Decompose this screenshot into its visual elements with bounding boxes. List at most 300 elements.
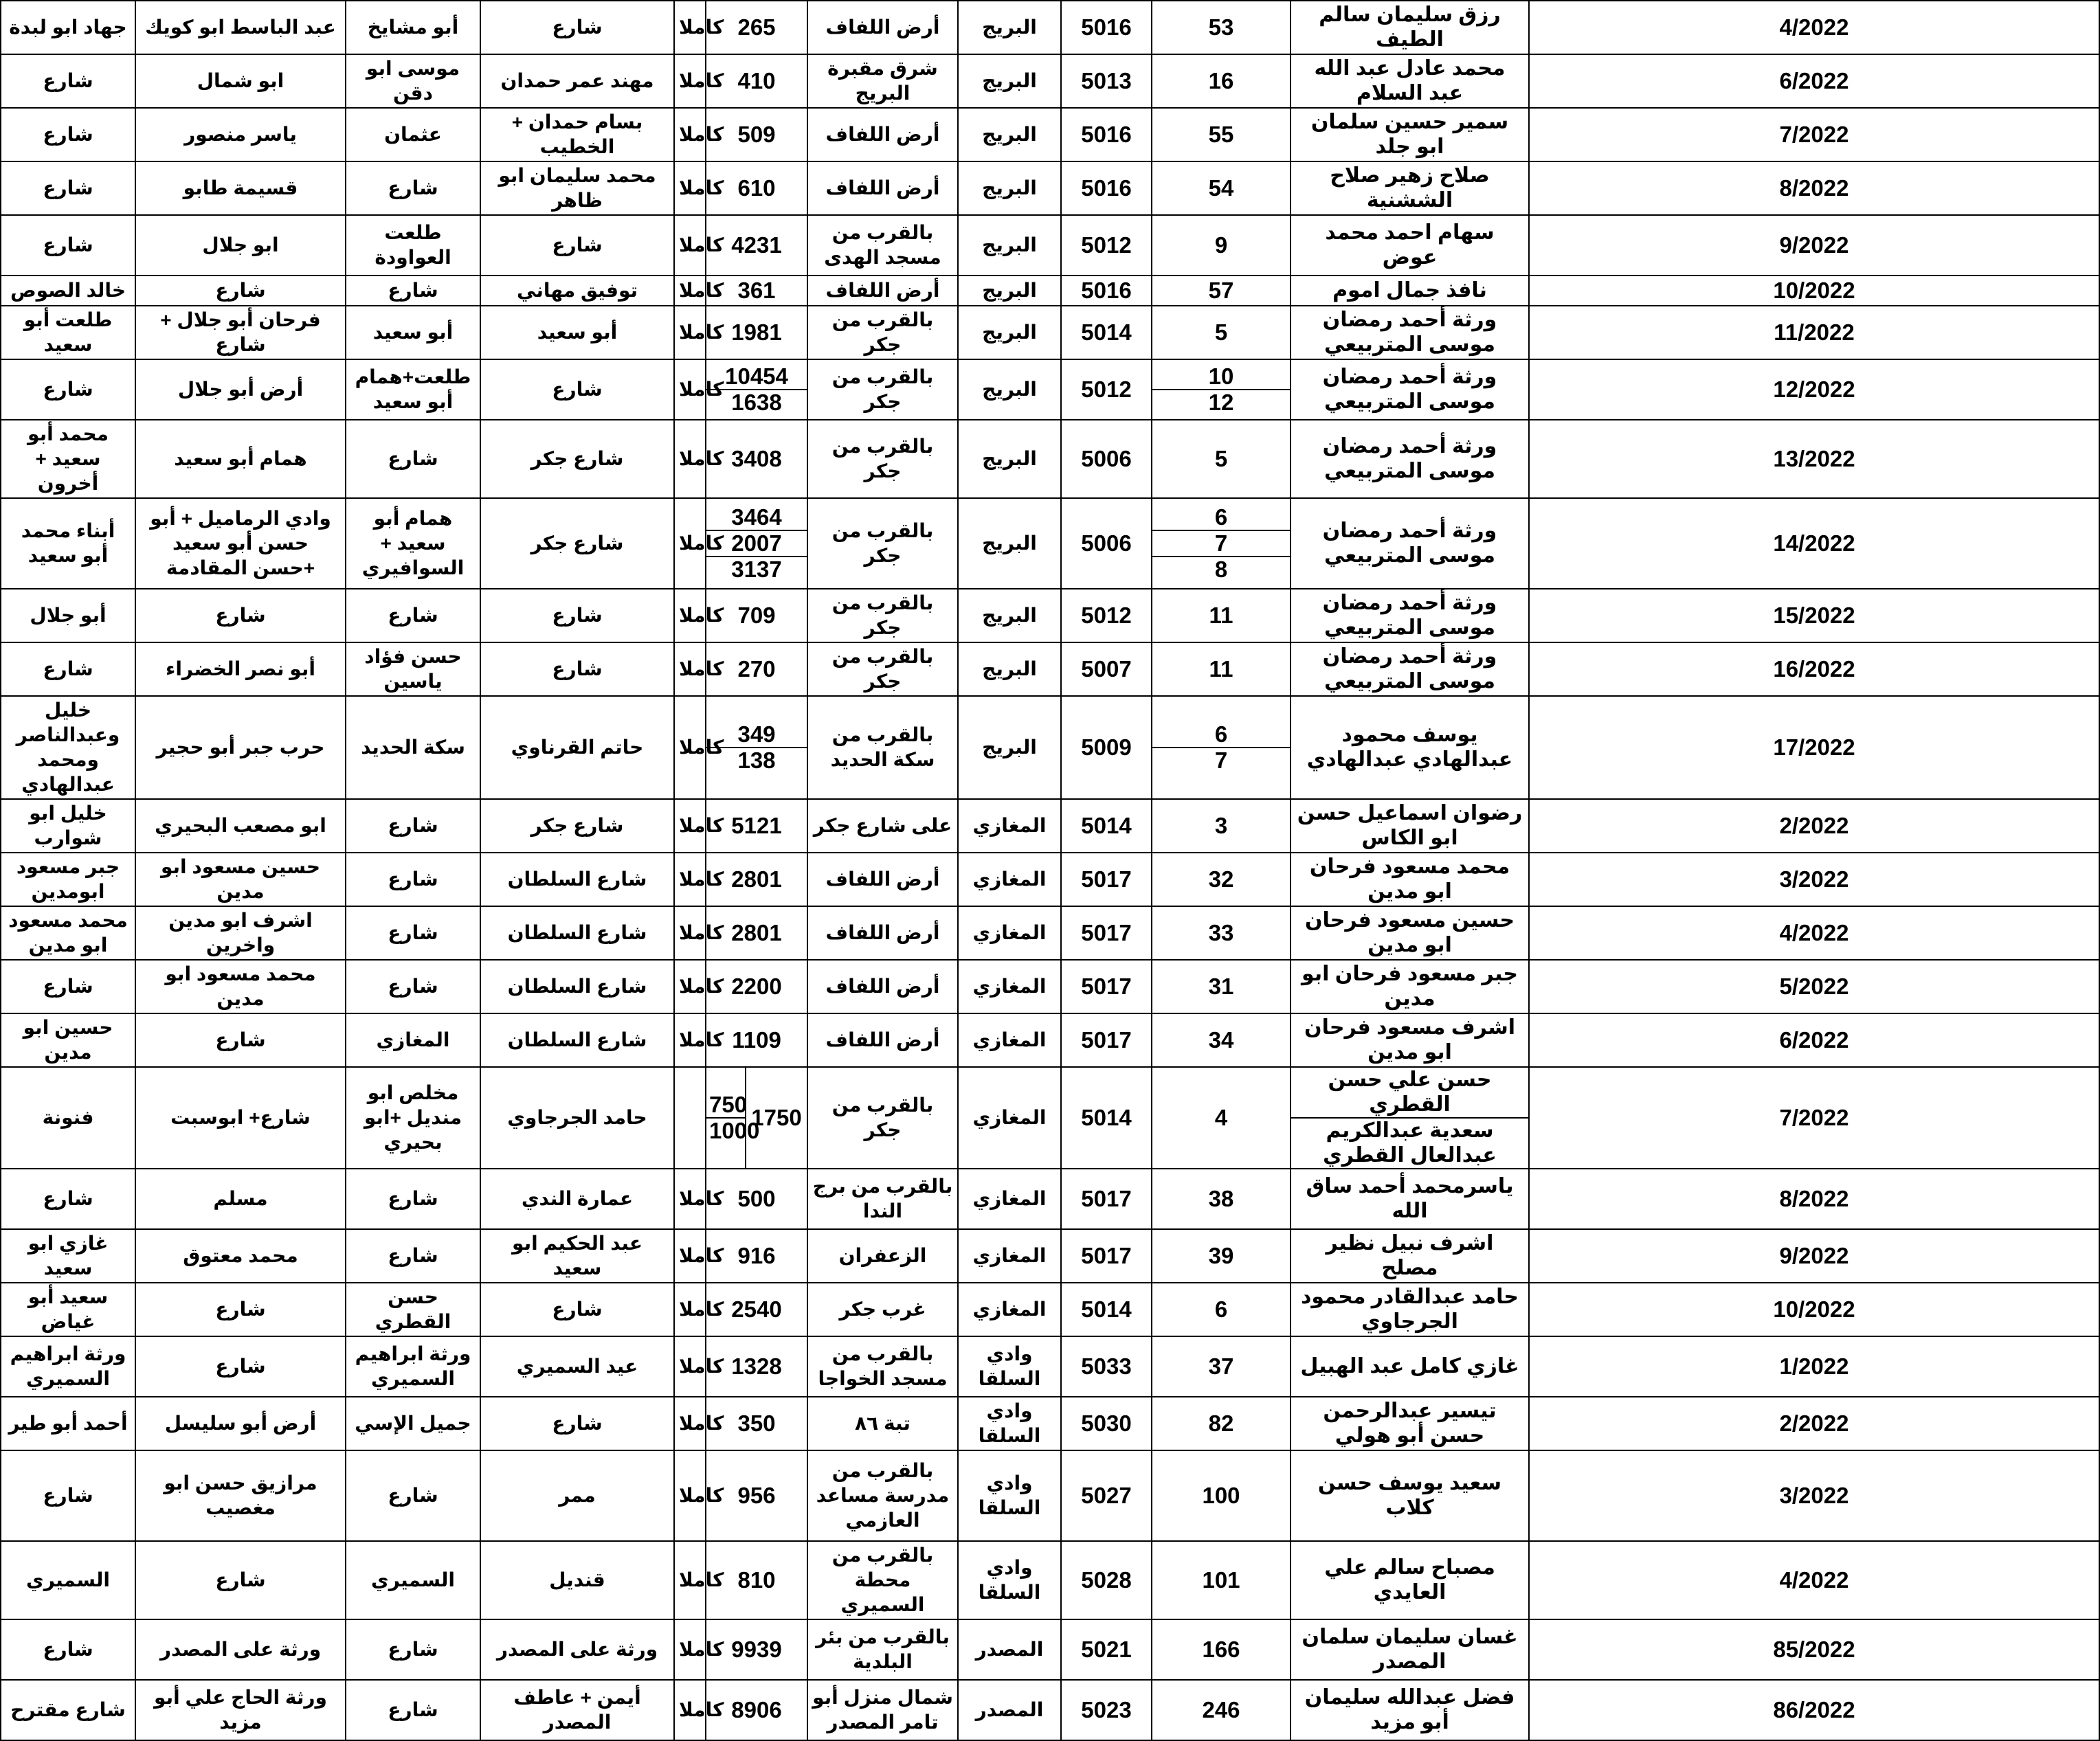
record-number: 16/2022 [1529, 642, 2099, 696]
area: 1109 [706, 1013, 807, 1067]
neighbor-3: شارع [135, 589, 346, 642]
owner-name: رضوان اسماعيل حسن ابو الكاس [1291, 799, 1529, 853]
table-row [1, 498, 2099, 589]
record-number: 12/2022 [1529, 359, 2099, 420]
record-number: 3/2022 [1529, 853, 2099, 906]
neighbor-2: شارع [346, 161, 480, 215]
owner-name: حسين مسعود فرحان ابو مدين [1291, 906, 1529, 960]
neighbor-4: خليل وعبدالناصر ومحمد عبدالهادي [1, 696, 135, 799]
area: 810 [706, 1541, 807, 1619]
region: وادي السلقا [958, 1541, 1061, 1619]
owner-name: ورثة أحمد رمضان موسى المتربيعي [1291, 359, 1529, 420]
neighbor-2: السميري [346, 1541, 480, 1619]
region: البريج [958, 696, 1061, 799]
region: البريج [958, 161, 1061, 215]
owner-name: حسن علي حسن القطري [1328, 1068, 1492, 1116]
record-number: 2/2022 [1529, 1397, 2099, 1450]
area: 509 [706, 108, 807, 161]
record-number: 11/2022 [1529, 306, 2099, 359]
record-number: 3/2022 [1529, 1450, 2099, 1541]
neighbor-3: شارع+ ابوسبت [135, 1067, 346, 1169]
parcel-number: 9 [1152, 215, 1291, 276]
region: البريج [958, 215, 1061, 276]
area: 5121 [706, 799, 807, 853]
parcel-number: 11 [1152, 642, 1291, 696]
block-number: 5012 [1061, 589, 1152, 642]
ownership-type: كاملا [674, 306, 706, 359]
parcel-number: 34 [1152, 1013, 1291, 1067]
ownership-type: كاملا [674, 420, 706, 498]
table-row [1, 960, 2099, 1013]
neighbor-3: شارع [135, 1336, 346, 1397]
area: 349 [737, 721, 776, 747]
table-row [1, 1619, 2099, 1680]
area: 1638 [706, 390, 807, 415]
neighbor-2: شارع [346, 1450, 480, 1541]
record-number: 8/2022 [1529, 161, 2099, 215]
table-row [1, 589, 2099, 642]
block-number: 5017 [1061, 1013, 1152, 1067]
area: 410 [706, 54, 807, 108]
neighbor-3: مرازيق حسن ابو مغصيب [135, 1450, 346, 1541]
parcel-number-stack [1152, 722, 1290, 773]
neighbor-3: ياسر منصور [135, 108, 346, 161]
location: بالقرب من جكر [807, 1067, 958, 1169]
parcel-number: 101 [1152, 1541, 1291, 1619]
neighbor-1: ورثة على المصدر [480, 1619, 674, 1680]
neighbor-4: شارع [1, 960, 135, 1013]
neighbor-4: شارع [1, 1619, 135, 1680]
ownership-type: كاملا [674, 1541, 706, 1619]
owner-name: محمد عادل عبد الله عبد السلام [1291, 54, 1529, 108]
ownership-type: كاملا [674, 108, 706, 161]
neighbor-3: فرحان أبو جلال + شارع [135, 306, 346, 359]
area: 270 [706, 642, 807, 696]
neighbor-3: حرب جبر أبو حجير [135, 696, 346, 799]
neighbor-3: محمد مسعود ابو مدين [135, 960, 346, 1013]
block-number: 5007 [1061, 642, 1152, 696]
location: بالقرب من جكر [807, 642, 958, 696]
parcel-number: 57 [1152, 276, 1291, 306]
owner-name: رزق سليمان سالم الطيف [1291, 1, 1529, 54]
record-number: 4/2022 [1529, 906, 2099, 960]
parcel-number: 53 [1152, 1, 1291, 54]
table-row [1, 696, 2099, 799]
table-row [1, 1450, 2099, 1541]
owner-name: حامد عبدالقادر محمود الجرجاوي [1291, 1283, 1529, 1336]
owner-name: غسان سليمان سلمان المصدر [1291, 1619, 1529, 1680]
neighbor-3: ابو مصعب البحيري [135, 799, 346, 853]
location: أرض اللفاف [807, 960, 958, 1013]
neighbor-2: شارع [346, 1229, 480, 1283]
table-row [1, 161, 2099, 215]
region: البريج [958, 420, 1061, 498]
table-row [1, 642, 2099, 696]
area: 350 [706, 1397, 807, 1450]
neighbor-2: شارع [346, 276, 480, 306]
neighbor-1: عمارة الندي [480, 1169, 674, 1229]
record-number: 9/2022 [1529, 215, 2099, 276]
block-number: 5014 [1061, 799, 1152, 853]
ownership-type: كاملا [674, 1013, 706, 1067]
owner-name: ورثة أحمد رمضان موسى المتربيعي [1291, 498, 1529, 589]
area: 3464 [731, 504, 782, 530]
table-row [1, 1229, 2099, 1283]
block-number: 5016 [1061, 108, 1152, 161]
parcel-number: 7 [1152, 748, 1290, 773]
record-number: 4/2022 [1529, 1, 2099, 54]
neighbor-4: طلعت أبو سعيد [1, 306, 135, 359]
area: 2007 [706, 530, 807, 557]
owner-name: جبر مسعود فرحان ابو مدين [1291, 960, 1529, 1013]
owner-name: ورثة أحمد رمضان موسى المتربيعي [1291, 420, 1529, 498]
table-row [1, 1283, 2099, 1336]
neighbor-1: شارع [480, 1, 674, 54]
ownership-type: كاملا [674, 1, 706, 54]
neighbor-3: ورثة على المصدر [135, 1619, 346, 1680]
table-row [1, 1336, 2099, 1397]
ownership-type: كاملا [674, 799, 706, 853]
neighbor-2: شارع [346, 1619, 480, 1680]
parcel-number: 16 [1152, 54, 1291, 108]
owner-name: نافذ جمال اموم [1291, 276, 1529, 306]
neighbor-4: شارع [1, 108, 135, 161]
neighbor-1: محمد سليمان ابو ظاهر [480, 161, 674, 215]
owner-name: سعيد يوسف حسن كلاب [1291, 1450, 1529, 1541]
neighbor-1: شارع [480, 1397, 674, 1450]
neighbor-1: شارع [480, 359, 674, 420]
record-number: 6/2022 [1529, 1013, 2099, 1067]
parcel-number: 31 [1152, 960, 1291, 1013]
neighbor-4: شارع [1, 359, 135, 420]
neighbor-4: شارع [1, 1450, 135, 1541]
ownership-type: كاملا [674, 1450, 706, 1541]
location: بالقرب من جكر [807, 498, 958, 589]
parcel-number: 38 [1152, 1169, 1291, 1229]
table-row [1, 359, 2099, 420]
block-number: 5028 [1061, 1541, 1152, 1619]
neighbor-1: حامد الجرجاوي [480, 1067, 674, 1169]
record-number: 8/2022 [1529, 1169, 2099, 1229]
block-number: 5021 [1061, 1619, 1152, 1680]
parcel-number: 100 [1152, 1450, 1291, 1541]
parcel-number: 5 [1152, 306, 1291, 359]
location: الزعفران [807, 1229, 958, 1283]
region: البريج [958, 1, 1061, 54]
table-row [1, 306, 2099, 359]
location: أرض اللفاف [807, 161, 958, 215]
parcel-number: 55 [1152, 108, 1291, 161]
neighbor-1: شارع [480, 215, 674, 276]
neighbor-2: شارع [346, 906, 480, 960]
neighbor-3: همام أبو سعيد [135, 420, 346, 498]
owner-name: غازي كامل عبد الهبيل [1291, 1336, 1529, 1397]
region: المصدر [958, 1619, 1061, 1680]
neighbor-1: شارع [480, 1283, 674, 1336]
table-row [1, 1169, 2099, 1229]
location: بالقرب من محطة السميري [807, 1541, 958, 1619]
area: 265 [706, 1, 807, 54]
neighbor-4: شارع [1, 54, 135, 108]
area: 2540 [706, 1283, 807, 1336]
neighbor-3: أبو نصر الخضراء [135, 642, 346, 696]
neighbor-4: جهاد ابو لبدة [1, 1, 135, 54]
neighbor-3: مسلم [135, 1169, 346, 1229]
parcel-number-cell [1152, 359, 1291, 420]
table-row [1, 54, 2099, 108]
neighbor-2: شارع [346, 853, 480, 906]
neighbor-2: شارع [346, 799, 480, 853]
region: وادي السلقا [958, 1336, 1061, 1397]
neighbor-3: عبد الباسط ابو كويك [135, 1, 346, 54]
parcel-number-cell [1152, 696, 1291, 799]
neighbor-1: بسام حمدان + الخطيب [480, 108, 674, 161]
neighbor-1: شارع [480, 642, 674, 696]
neighbor-4: خالد الصوص [1, 276, 135, 306]
area: 500 [706, 1169, 807, 1229]
ownership-type: كاملا [674, 1169, 706, 1229]
table-row [1, 1013, 2099, 1067]
owner-name: مصباح سالم علي العايدي [1291, 1541, 1529, 1619]
region: البريج [958, 306, 1061, 359]
location: بالقرب من مدرسة مساعد العازمي [807, 1450, 958, 1541]
neighbor-3: ابو شمال [135, 54, 346, 108]
location: أرض اللفاف [807, 906, 958, 960]
owner-name: اشرف نبيل نظير مصلح [1291, 1229, 1529, 1283]
neighbor-1: حاتم القرناوي [480, 696, 674, 799]
record-number: 10/2022 [1529, 276, 2099, 306]
region: المغازي [958, 1013, 1061, 1067]
block-number: 5023 [1061, 1680, 1152, 1740]
location: بالقرب من سكة الحديد [807, 696, 958, 799]
region: المصدر [958, 1680, 1061, 1740]
neighbor-1: قنديل [480, 1541, 674, 1619]
neighbor-1: شارع جكر [480, 799, 674, 853]
share-area: 750 [709, 1092, 748, 1117]
neighbor-2: شارع [346, 960, 480, 1013]
block-number: 5012 [1061, 215, 1152, 276]
area: 2801 [706, 906, 807, 960]
area: 1981 [706, 306, 807, 359]
location: بالقرب من بئر البلدية [807, 1619, 958, 1680]
area: 1750 [746, 1067, 807, 1169]
neighbor-4: محمد مسعود ابو مدين [1, 906, 135, 960]
parcel-number: 12 [1152, 390, 1290, 415]
area: 4231 [706, 215, 807, 276]
neighbor-4: خليل ابو شوارب [1, 799, 135, 853]
owner-name: سهام احمد محمد عوض [1291, 215, 1529, 276]
owner-name: ياسرمحمد أحمد ساق الله [1291, 1169, 1529, 1229]
owner-name-cell [1291, 1067, 1529, 1169]
parcel-number: 6 [1214, 504, 1228, 530]
neighbor-1: أبو سعيد [480, 306, 674, 359]
ownership-type: كاملا [674, 1229, 706, 1283]
parcel-number: 39 [1152, 1229, 1291, 1283]
block-number: 5006 [1061, 420, 1152, 498]
share-area-cell [706, 1067, 760, 1169]
neighbor-3: اشرف ابو مدين واخرين [135, 906, 346, 960]
table-row [1, 108, 2099, 161]
neighbor-1: شارع جكر [480, 420, 674, 498]
parcel-number: 32 [1152, 853, 1291, 906]
parcel-number: 3 [1152, 799, 1291, 853]
neighbor-2: مخلص ابو منديل +ابو بحيري [346, 1067, 480, 1169]
neighbor-3: أرض أبو سليسل [135, 1397, 346, 1450]
area: 2200 [706, 960, 807, 1013]
neighbor-2: همام أبو سعيد + السوافيري [346, 498, 480, 589]
ownership-type: كاملا [674, 696, 706, 799]
neighbor-3: قسيمة طابو [135, 161, 346, 215]
location: أرض اللفاف [807, 108, 958, 161]
share-area-stack [706, 1092, 760, 1143]
region: البريج [958, 276, 1061, 306]
table-row [1, 1541, 2099, 1619]
block-number: 5013 [1061, 54, 1152, 108]
record-number: 2/2022 [1529, 799, 2099, 853]
block-number: 5016 [1061, 276, 1152, 306]
ownership-type: كاملا [674, 906, 706, 960]
neighbor-1: شارع السلطان [480, 960, 674, 1013]
region: البريج [958, 642, 1061, 696]
area: 1328 [706, 1336, 807, 1397]
parcel-number: 166 [1152, 1619, 1291, 1680]
neighbor-2: شارع [346, 1680, 480, 1740]
neighbor-2: سكة الحديد [346, 696, 480, 799]
record-number: 85/2022 [1529, 1619, 2099, 1680]
area: 9939 [706, 1619, 807, 1680]
location: بالقرب من جكر [807, 589, 958, 642]
region: البريج [958, 54, 1061, 108]
share-area: 1000 [706, 1118, 745, 1143]
neighbor-4: جبر مسعود ابومدين [1, 853, 135, 906]
neighbor-1: شارع السلطان [480, 853, 674, 906]
area: 10454 [725, 363, 788, 389]
ownership-type: كاملا [674, 1336, 706, 1397]
neighbor-2: شارع [346, 589, 480, 642]
record-number: 13/2022 [1529, 420, 2099, 498]
table-row [1, 420, 2099, 498]
ownership-type [674, 1067, 706, 1169]
neighbor-2: حسن القطري [346, 1283, 480, 1336]
area: 3408 [706, 420, 807, 498]
table-row [1, 1, 2099, 54]
neighbor-2: طلعت+همام أبو سعيد [346, 359, 480, 420]
location: شرق مقبرة البريج [807, 54, 958, 108]
area: 361 [706, 276, 807, 306]
neighbor-4: ورثة ابراهيم السميري [1, 1336, 135, 1397]
neighbor-3: شارع [135, 1541, 346, 1619]
location: على شارع جكر [807, 799, 958, 853]
record-number: 86/2022 [1529, 1680, 2099, 1740]
owner-name: صلاح زهير صلاح الششنية [1291, 161, 1529, 215]
region: المغازي [958, 1169, 1061, 1229]
parcel-number-stack [1152, 364, 1290, 415]
neighbor-4: أبناء محمد أبو سعيد [1, 498, 135, 589]
location: أرض اللفاف [807, 276, 958, 306]
ownership-type: كاملا [674, 215, 706, 276]
location: بالقرب من برج الندا [807, 1169, 958, 1229]
neighbor-1: شارع جكر [480, 498, 674, 589]
location: غرب جكر [807, 1283, 958, 1336]
neighbor-1: ممر [480, 1450, 674, 1541]
record-number: 9/2022 [1529, 1229, 2099, 1283]
owner-name: تيسير عبدالرحمن حسن أبو هولي [1291, 1397, 1529, 1450]
neighbor-2: شارع [346, 1169, 480, 1229]
table-row [1, 799, 2099, 853]
region: المغازي [958, 906, 1061, 960]
region: المغازي [958, 1067, 1061, 1169]
region: المغازي [958, 1283, 1061, 1336]
neighbor-4: شارع [1, 642, 135, 696]
owner-name: ورثة أحمد رمضان موسى المتربيعي [1291, 589, 1529, 642]
block-number: 5017 [1061, 1169, 1152, 1229]
location: تبة ٨٦ [807, 1397, 958, 1450]
neighbor-4: أبو جلال [1, 589, 135, 642]
location: بالقرب من مسجد الخواجا [807, 1336, 958, 1397]
ownership-type: كاملا [674, 853, 706, 906]
parcel-number-stack [1152, 505, 1290, 582]
parcel-number: 7 [1152, 530, 1290, 557]
neighbor-2: شارع [346, 420, 480, 498]
neighbor-2: حسن فؤاد ياسين [346, 642, 480, 696]
neighbor-4: شارع [1, 215, 135, 276]
region: البريج [958, 108, 1061, 161]
region: المغازي [958, 960, 1061, 1013]
record-number: 15/2022 [1529, 589, 2099, 642]
block-number: 5014 [1061, 306, 1152, 359]
neighbor-2: موسى ابو دقن [346, 54, 480, 108]
region: البريج [958, 359, 1061, 420]
block-number: 5017 [1061, 853, 1152, 906]
parcel-number: 6 [1152, 1283, 1291, 1336]
region: المغازي [958, 1229, 1061, 1283]
parcel-number-cell [1152, 498, 1291, 589]
neighbor-3: وادي الرماميل + أبو حسن أبو سعيد +حسن المقادمة [135, 498, 346, 589]
neighbor-2: طلعت العواودة [346, 215, 480, 276]
neighbor-1: أيمن + عاطف المصدر [480, 1680, 674, 1740]
neighbor-3: حسين مسعود ابو مدين [135, 853, 346, 906]
table-row [1, 853, 2099, 906]
parcel-number: 11 [1152, 589, 1291, 642]
ownership-type: كاملا [674, 1680, 706, 1740]
ownership-type: كاملا [674, 161, 706, 215]
table-row [1, 276, 2099, 306]
owner-name: يوسف محمود عبدالهادي عبدالهادي [1291, 696, 1529, 799]
neighbor-2: أبو سعيد [346, 306, 480, 359]
parcel-number: 5 [1152, 420, 1291, 498]
records-body [1, 1, 2099, 1740]
location: شمال منزل أبو تامر المصدر [807, 1680, 958, 1740]
record-number: 10/2022 [1529, 1283, 2099, 1336]
ownership-type: كاملا [674, 54, 706, 108]
neighbor-4: شارع [1, 1169, 135, 1229]
area: 709 [706, 589, 807, 642]
ownership-type: كاملا [674, 960, 706, 1013]
neighbor-3: ابو جلال [135, 215, 346, 276]
ownership-type: كاملا [674, 1397, 706, 1450]
owner-name: سمير حسين سلمان ابو جلد [1291, 108, 1529, 161]
area: 610 [706, 161, 807, 215]
area: 2801 [706, 853, 807, 906]
owner-name: سعدية عبدالكريم عبدالعال القطري [1291, 1118, 1528, 1168]
neighbor-3: شارع [135, 276, 346, 306]
neighbor-2: المغازي [346, 1013, 480, 1067]
neighbor-3: ورثة الحاج علي أبو مزيد [135, 1680, 346, 1740]
block-number: 5009 [1061, 696, 1152, 799]
area: 916 [706, 1229, 807, 1283]
owner-name: ورثة أحمد رمضان موسى المتربيعي [1291, 306, 1529, 359]
neighbor-1: شارع [480, 589, 674, 642]
